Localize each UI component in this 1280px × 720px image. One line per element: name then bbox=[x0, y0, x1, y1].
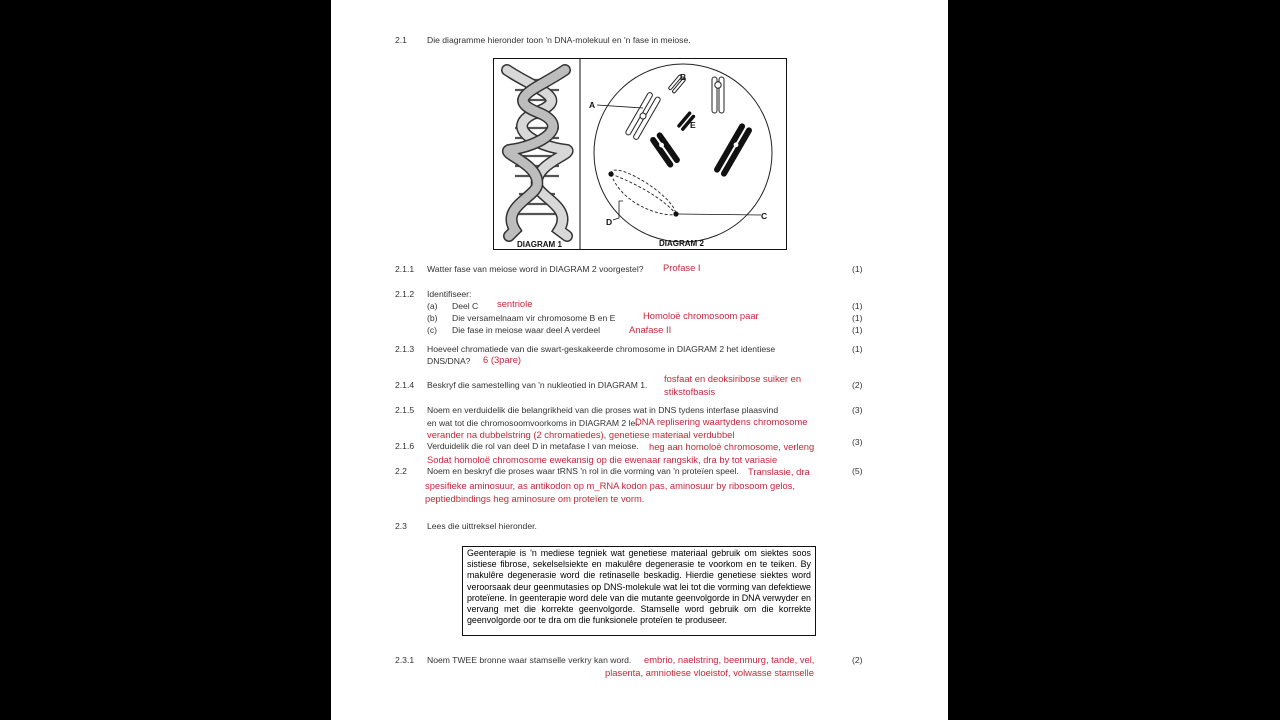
sub-question-text: Deel C bbox=[452, 301, 479, 311]
question-number: 2.1.6 bbox=[395, 441, 415, 451]
question-number: 2.1.5 bbox=[395, 405, 415, 415]
marks: (2) bbox=[852, 380, 863, 390]
question-number: 2.3 bbox=[395, 521, 407, 531]
marks: (1) bbox=[852, 264, 863, 274]
question-text: Identifiseer: bbox=[427, 289, 472, 299]
label-c: C bbox=[761, 211, 768, 221]
question-number: 2.1.4 bbox=[395, 380, 415, 390]
question-text: Lees die uittreksel hieronder. bbox=[427, 521, 537, 531]
question-text-line-2: DNS/DNA? bbox=[427, 356, 471, 366]
handwritten-answer: Homoloë chromosoom paar bbox=[643, 310, 759, 321]
handwritten-answer-line-2: peptiedbindings heg aminosure om proteïen te vorm. bbox=[425, 493, 645, 504]
question-text: Beskryf die samestelling van 'n nukleotied in DIAGRAM 1. bbox=[427, 380, 648, 390]
sub-letter: (b) bbox=[427, 313, 438, 323]
question-number: 2.1 bbox=[395, 35, 407, 45]
handwritten-answer-line-2: Sodat homoloë chromosome ewekansig op die ewenaar rangskik, dra by tot variasie bbox=[427, 454, 778, 465]
question-text-line-1: Hoeveel chromatiede van die swart-geskakeerde chromosome in DIAGRAM 2 het identiese bbox=[427, 344, 776, 354]
handwritten-answer-line-2: stikstofbasis bbox=[664, 386, 716, 397]
marks: (5) bbox=[852, 466, 863, 476]
label-a: A bbox=[589, 100, 596, 110]
handwritten-answer-line-1: heg aan homoloë chromosome, verleng bbox=[649, 441, 815, 452]
question-number: 2.1.3 bbox=[395, 344, 415, 354]
diagram-2-label: DIAGRAM 2 bbox=[659, 239, 704, 248]
marks: (1) bbox=[852, 313, 863, 323]
handwritten-answer-line-2: verander na dubbelstring (2 chromatiedes), genetiese materiaal verdubbel bbox=[427, 429, 735, 440]
label-e: E bbox=[690, 120, 696, 130]
diagram-1-label: DIAGRAM 1 bbox=[517, 240, 562, 249]
marks: (1) bbox=[852, 325, 863, 335]
handwritten-answer: Profase I bbox=[663, 262, 701, 273]
question-text-line-1: Noem en verduidelik die belangrikheid van die proses wat in DNS tydens interfase plaasvind bbox=[427, 405, 779, 415]
handwritten-answer-line-1: fosfaat en deoksiribose suiker en bbox=[664, 373, 802, 384]
handwritten-answer: Anafase II bbox=[629, 324, 672, 335]
worksheet-page bbox=[331, 0, 948, 720]
handwritten-answer-line-1: spesifieke aminosuur, as antikodon op m_RNA kodon pas, aminosuur by ribosoom gelos, bbox=[425, 480, 795, 491]
centriole-icon bbox=[608, 171, 613, 176]
marks: (1) bbox=[852, 344, 863, 354]
question-number: 2.1.1 bbox=[395, 264, 415, 274]
question-text: Noem en beskryf die proses waar tRNS 'n rol in die vorming van 'n proteïen speel. bbox=[427, 466, 739, 476]
marks: (3) bbox=[852, 437, 863, 447]
sub-question-text: Die versamelnaam vir chromosome B en E bbox=[452, 313, 616, 323]
question-number: 2.2 bbox=[395, 466, 407, 476]
handwritten-answer-line-1: embrio, naelstring, beenmurg, tande, vel, bbox=[644, 654, 815, 665]
sub-letter: (c) bbox=[427, 325, 438, 335]
label-b: B bbox=[680, 72, 687, 82]
handwritten-answer: 6 (3pare) bbox=[483, 354, 522, 365]
handwritten-answer-line-0: Translasie, dra bbox=[748, 466, 810, 477]
marks: (1) bbox=[852, 301, 863, 311]
sub-letter: (a) bbox=[427, 301, 438, 311]
question-text: Die diagramme hieronder toon 'n DNA-molekuul en 'n fase in meiose. bbox=[427, 35, 691, 45]
extract-box: Geenterapie is 'n mediese tegniek wat genetiese materiaal gebruik om siektes soos sistiese fibrose, sekelselsiekte en makulêre degenerasie te voorkom en te teiken. By makulêre degenerasie word die retinaselle beskadig. Hierdie genetiese siektes word veroorsaak deur geenmutasies op DNS-molekule wat lei tot die vorming van defektiewe proteïene. In geenterapie word dele van die mutante geenvolgorde in DNA verwyder en vervang met die korrekte geenvolgorde. Stamselle word gebruik om die korrekte geenvolgorde oor te dra om die funksionele proteïen te produseer. bbox=[462, 546, 816, 636]
dna-meiosis-diagram bbox=[493, 58, 787, 250]
handwritten-answer-line-1: DNA replisering waartydens chromosome bbox=[635, 416, 808, 427]
marks: (2) bbox=[852, 655, 863, 665]
label-d: D bbox=[606, 217, 613, 227]
question-text-line-2: en wat tot die chromosoomvoorkoms in DIAGRAM 2 lei. bbox=[427, 418, 640, 428]
question-number: 2.1.2 bbox=[395, 289, 415, 299]
question-text: Noem TWEE bronne waar stamselle verkry kan word. bbox=[427, 655, 632, 665]
question-text: Verduidelik die rol van deel D in metafase I van meiose. bbox=[427, 441, 639, 451]
question-text: Watter fase van meiose word in DIAGRAM 2 voorgestel? bbox=[427, 264, 644, 274]
marks: (3) bbox=[852, 405, 863, 415]
handwritten-answer-line-2: plasenta, amniotiese vloeistof, volwasse stamselle bbox=[605, 667, 814, 678]
question-number: 2.3.1 bbox=[395, 655, 415, 665]
sub-question-text: Die fase in meiose waar deel A verdeel bbox=[452, 325, 601, 335]
handwritten-answer: sentriole bbox=[497, 298, 533, 309]
centriole-icon bbox=[673, 211, 678, 216]
